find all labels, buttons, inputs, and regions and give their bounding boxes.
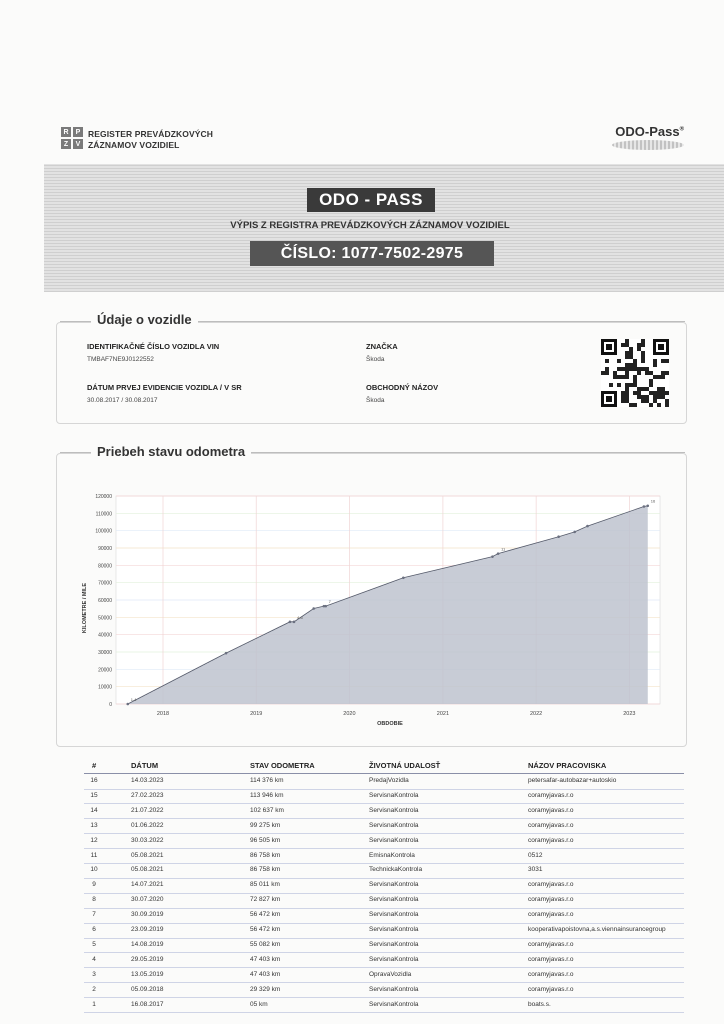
data-point [497,552,500,555]
row-number: 5 [92,940,96,948]
row-odometer: 47 403 km [250,970,281,978]
x-tick-label: 2020 [343,711,356,717]
registration-date-value: 30.08.2017 / 30.08.2017 [87,397,158,404]
x-axis-label: OBDOBIE [377,721,403,727]
row-event: ServisnaKontrola [369,896,419,904]
row-workshop: petersafar-autobazar+autoskio [528,777,617,784]
data-point [293,621,296,624]
row-odometer: 05 km [250,1000,268,1008]
row-number: 13 [90,821,98,829]
row-event: OpravaVozidla [369,970,412,978]
data-point [643,505,646,508]
row-number: 3 [92,970,96,978]
vin-value: TMBAF7NE9J0122552 [87,356,154,363]
registered-mark: ® [679,126,684,133]
table-row [84,849,684,865]
row-date: 21.07.2022 [131,806,164,814]
logo-letter: R [61,127,71,137]
logo-letter: P [73,127,83,137]
row-event: ServisnaKontrola [369,955,419,963]
row-workshop: 0512 [528,851,543,859]
row-date: 30.03.2022 [131,836,164,844]
odometer-chart [76,488,676,734]
row-number: 12 [90,836,98,844]
data-point [126,703,129,706]
table-row [84,983,684,999]
logo-letter: V [73,139,83,149]
data-point [289,621,292,624]
row-number: 10 [90,866,98,874]
table-row [84,774,684,790]
x-tick-label: 2021 [436,711,450,717]
qr-code-icon [601,339,669,407]
row-workshop: coramyjavas.r.o [528,955,574,963]
row-event: ServisnaKontrola [369,940,419,948]
row-number: 1 [92,1000,96,1008]
data-point [225,652,228,655]
row-event: ServisnaKontrola [369,791,419,799]
row-odometer: 114 376 km [250,777,284,784]
row-number: 14 [90,806,98,814]
row-number: 16 [90,777,98,784]
trade-name-value: Škoda [366,397,385,404]
vehicle-section [56,322,687,424]
row-date: 01.06.2022 [131,821,164,829]
y-tick-label: 70000 [98,580,112,587]
row-date: 27.02.2023 [131,791,164,799]
row-odometer: 72 827 km [250,896,281,904]
brand-label: ZNAČKA [366,342,398,351]
y-tick-label: 60000 [98,598,112,604]
row-odometer: 47 403 km [250,955,281,963]
y-tick-label: 80000 [98,563,112,570]
y-tick-label: 100000 [95,528,112,535]
row-workshop: coramyjavas.r.o [528,836,574,844]
row-number: 2 [92,985,96,993]
row-workshop: boats.s. [528,1000,551,1008]
brand-value: Škoda [366,356,385,363]
y-tick-label: 50000 [98,615,112,622]
table-row [84,968,684,984]
table-row [84,998,684,1014]
y-tick-label: 90000 [98,546,112,552]
row-event: ServisnaKontrola [369,821,419,829]
data-point [573,531,576,534]
row-odometer: 86 758 km [250,851,281,859]
row-workshop: coramyjavas.r.o [528,791,574,799]
row-date: 29.05.2019 [131,955,164,963]
vin-label: IDENTIFIKAČNÉ ČÍSLO VOZIDLA VIN [87,342,220,351]
row-event: ServisnaKontrola [369,806,419,814]
data-point [586,525,589,528]
register-name-line2: ZÁZNAMOV VOZIDIEL [88,140,180,150]
data-point [646,504,649,507]
x-tick-label: 2022 [530,711,543,717]
row-workshop: coramyjavas.r.o [528,806,574,814]
row-odometer: 102 637 km [250,806,284,814]
row-date: 05.09.2018 [131,985,164,993]
row-number: 11 [90,851,98,859]
row-date: 14.03.2023 [131,777,164,784]
x-tick-label: 2023 [623,711,636,717]
row-workshop: coramyjavas.r.o [528,985,574,993]
table-row [84,908,684,924]
odometer-section-title: Priebeh stavu odometra [91,444,251,459]
col-header-event: ŽIVOTNÁ UDALOSŤ [369,761,441,770]
row-number: 4 [92,955,96,963]
odo-pass-logo [612,124,684,150]
odo-pass-brand [612,124,684,139]
brand-swoosh [612,140,684,150]
x-tick-label: 2018 [156,711,170,717]
row-odometer: 96 505 km [250,836,281,844]
col-header-date: DÁTUM [131,761,159,770]
point-label: 7 [328,599,331,605]
row-date: 13.05.2019 [131,970,164,978]
col-header-workshop: NÁZOV PRACOVISKA [528,761,607,770]
row-event: PredajVozidla [369,777,409,784]
row-date: 05.08.2021 [131,851,164,859]
row-odometer: 55 082 km [250,940,281,948]
row-workshop: coramyjavas.r.o [528,970,574,978]
register-name [88,129,213,151]
row-event: ServisnaKontrola [369,985,419,993]
row-date: 23.09.2019 [131,926,164,933]
table-row [84,789,684,805]
row-date: 05.08.2021 [131,866,164,874]
table-row [84,819,684,835]
row-event: ServisnaKontrola [369,926,419,933]
document-subtitle: VÝPIS Z REGISTRA PREVÁDZKOVÝCH ZÁZNAMOV VOZIDIEL [230,220,510,231]
row-odometer: 99 275 km [250,821,281,829]
row-workshop: 3031 [528,866,543,874]
row-number: 7 [92,911,96,919]
col-header-odometer: STAV ODOMETRA [250,761,315,770]
table-row [84,923,684,939]
row-workshop: coramyjavas.r.o [528,940,574,948]
data-point [402,576,405,579]
y-axis-label: KILOMETRE / MILE [82,582,88,634]
rpzv-logo [61,127,83,149]
trade-name-label: OBCHODNÝ NÁZOV [366,383,439,392]
register-name-line1: REGISTER PREVÁDZKOVÝCH [88,129,213,139]
row-workshop: coramyjavas.r.o [528,896,574,904]
row-event: ServisnaKontrola [369,1000,419,1008]
row-odometer: 29 329 km [250,985,281,993]
row-workshop: coramyjavas.r.o [528,911,574,919]
col-header-number: # [92,761,97,770]
point-label: 16 [650,498,656,504]
y-tick-label: 110000 [95,511,112,518]
point-label: 11 [501,546,506,552]
data-point [491,555,494,558]
x-tick-label: 2019 [250,711,263,717]
vehicle-section-title: Údaje o vozidle [91,312,198,327]
row-date: 16.08.2017 [131,1000,164,1008]
row-odometer: 86 758 km [250,866,281,874]
data-point [312,607,315,610]
registration-date-label: DÁTUM PRVEJ EVIDENCIE VOZIDLA / V SR [87,383,242,392]
y-tick-label: 10000 [98,684,112,691]
point-label: 1-4 [130,696,137,702]
row-number: 8 [92,896,96,904]
row-number: 15 [90,791,98,799]
row-event: ServisnaKontrola [369,911,419,919]
row-date: 14.08.2019 [131,940,164,948]
logo-letter: Z [61,139,71,149]
y-tick-label: 0 [109,702,112,708]
row-odometer: 113 946 km [250,791,284,799]
row-number: 9 [92,881,96,889]
row-event: ServisnaKontrola [369,881,419,889]
table-row [84,834,684,850]
document-title: ODO - PASS [307,188,435,212]
row-date: 30.09.2019 [131,911,164,919]
row-workshop: coramyjavas.r.o [528,821,574,829]
row-date: 30.07.2020 [131,896,164,904]
table-row [84,938,684,954]
y-tick-label: 120000 [95,494,112,500]
row-date: 14.07.2021 [131,881,164,889]
table-row [84,863,684,879]
data-point [324,605,327,608]
row-number: 6 [92,926,96,933]
y-tick-label: 20000 [98,667,112,674]
row-event: TechnickaKontrola [369,866,423,874]
row-event: EmisnaKontrola [369,851,415,859]
point-label: 4-6 [297,614,303,620]
document-number: ČÍSLO: 1077-7502-2975 [250,241,494,266]
y-tick-label: 40000 [98,632,112,639]
row-odometer: 56 472 km [250,926,281,933]
table-row [84,953,684,969]
table-row [84,893,684,909]
row-workshop: kooperativapoistovna,a.s.viennainsurancegroup [528,926,666,933]
data-point [557,535,560,538]
row-event: ServisnaKontrola [369,836,419,844]
table-row [84,804,684,820]
brand-name: ODO-Pass [615,124,680,139]
row-odometer: 85 011 km [250,881,280,889]
y-tick-label: 30000 [98,650,112,656]
row-workshop: coramyjavas.r.o [528,881,574,889]
row-odometer: 56 472 km [250,911,281,919]
table-row [84,878,684,894]
